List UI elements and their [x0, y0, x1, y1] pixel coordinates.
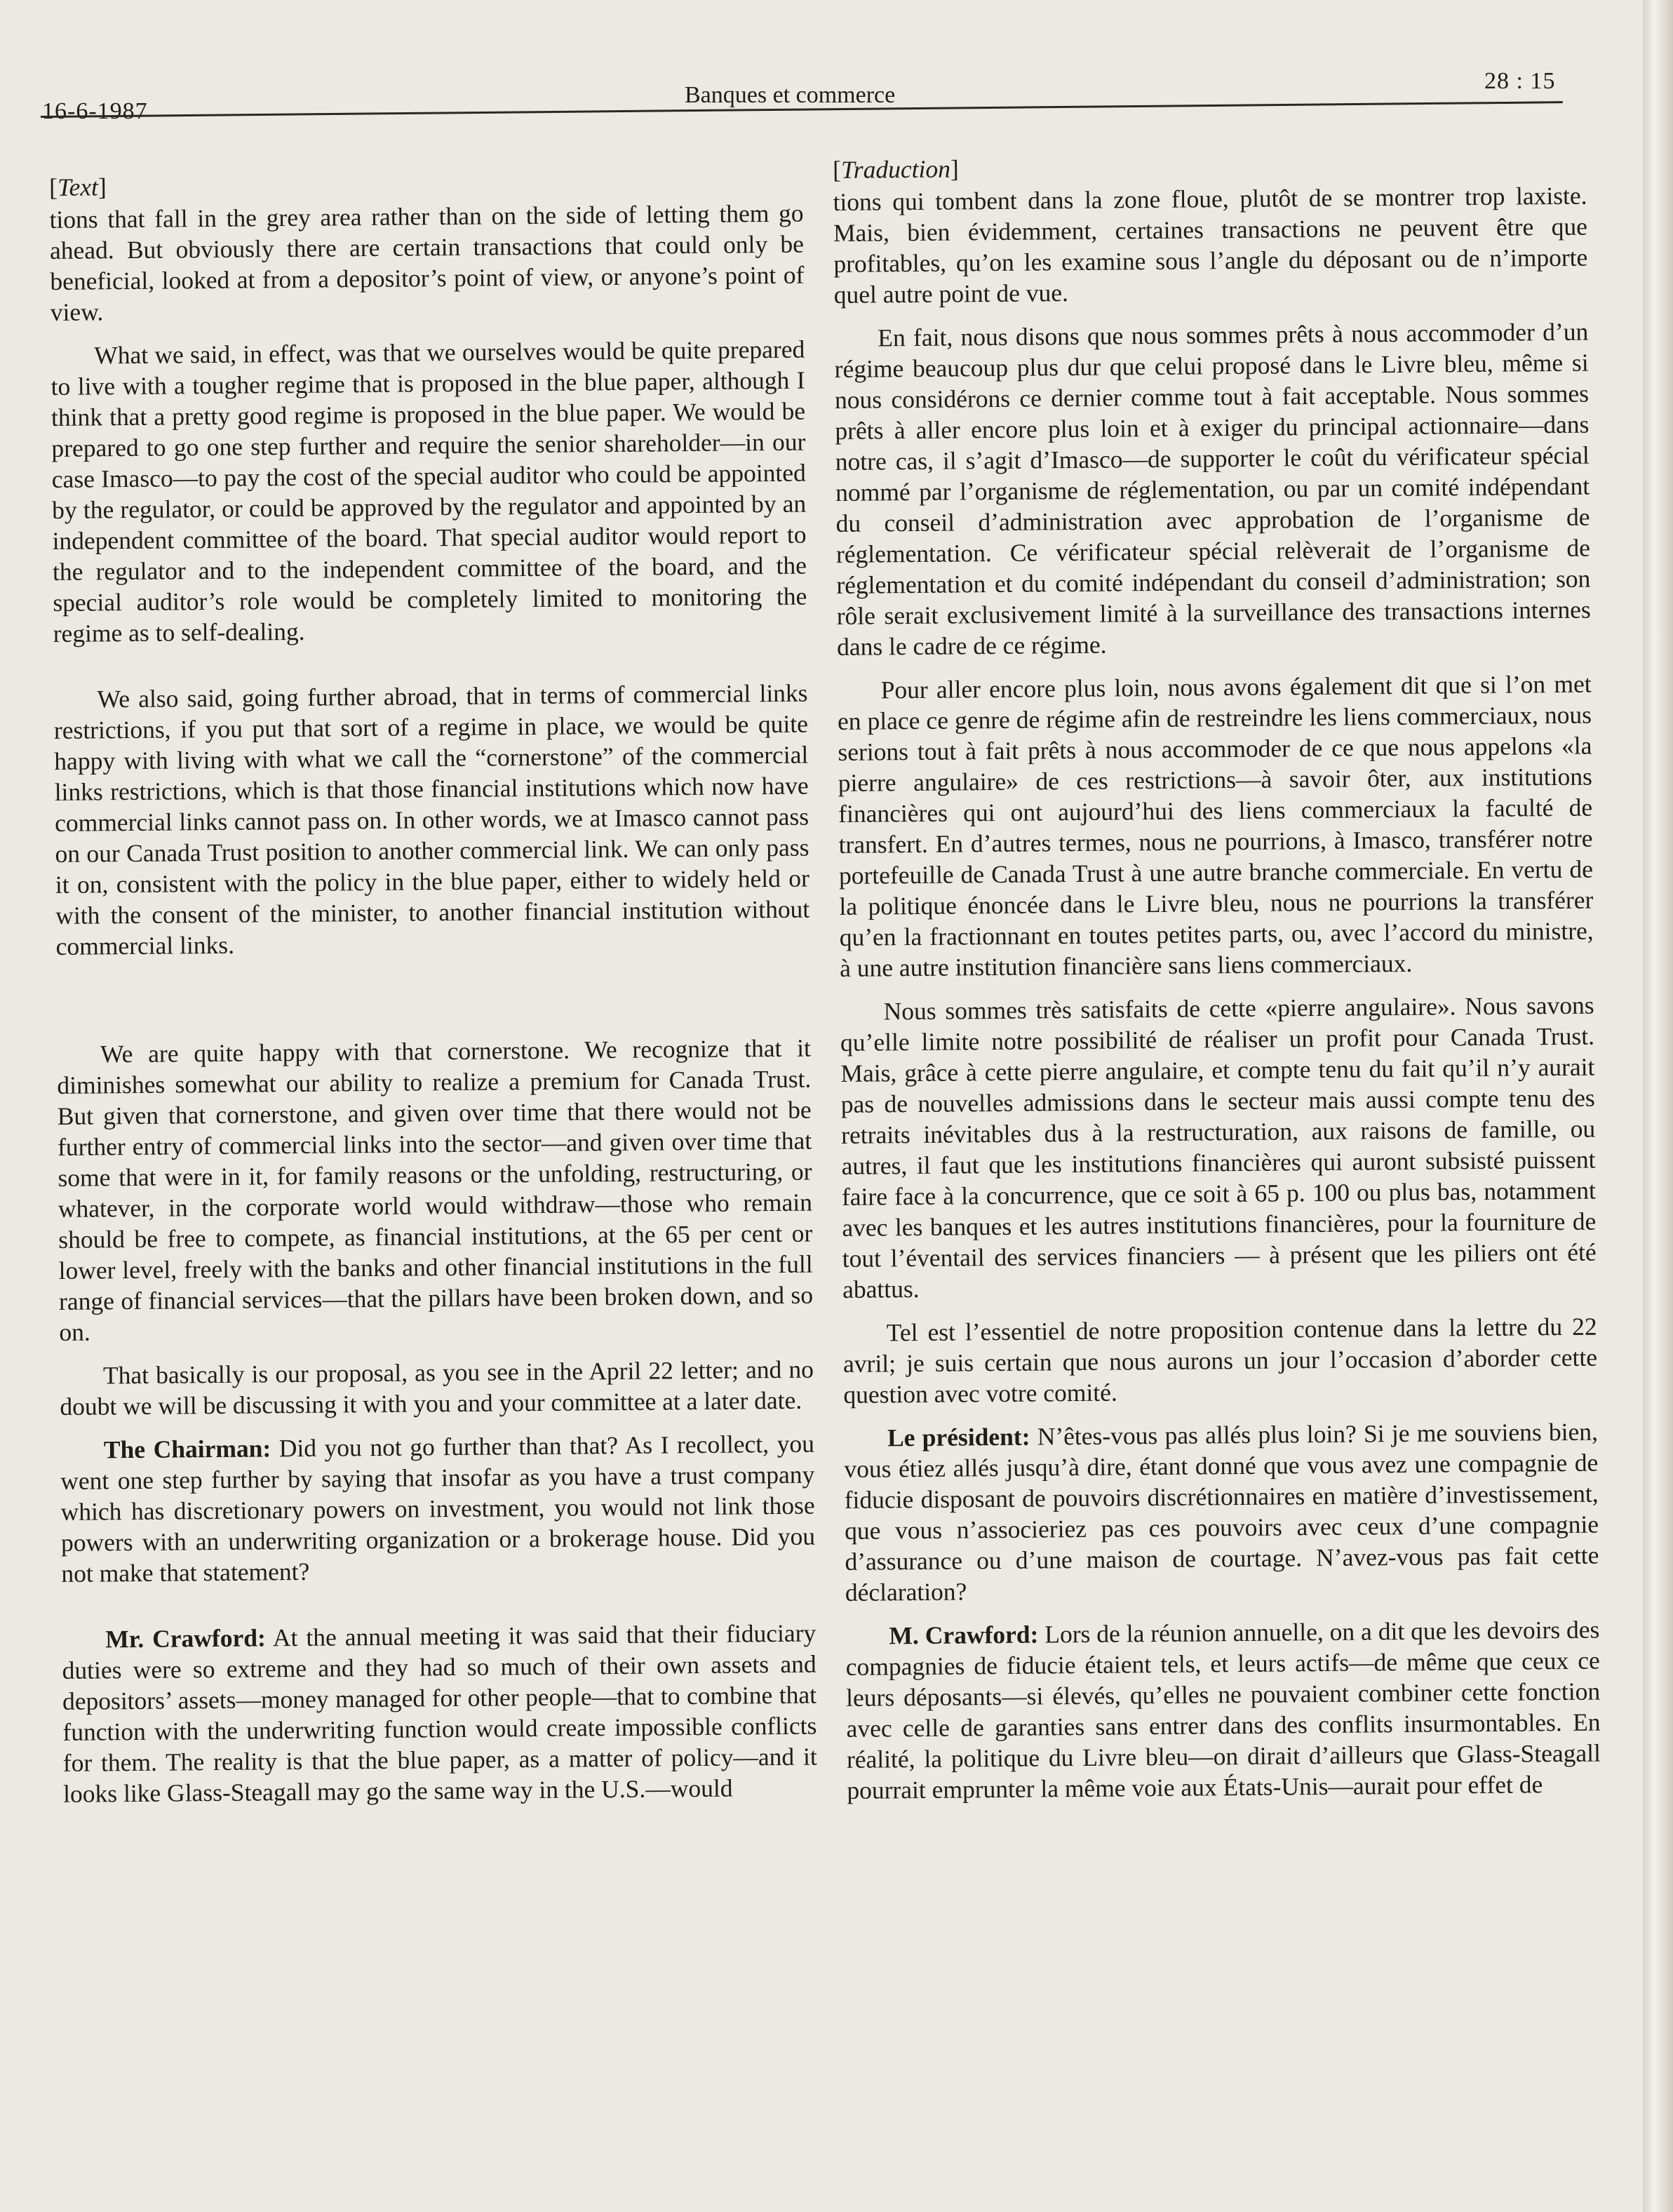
speaker-name: Le président: [887, 1422, 1030, 1452]
french-paragraph: Tel est l’essentiel de notre proposition contenue dans la lettre du 22 avril; je suis certain que nous aurons un jour l’occasion d’aborder cette question avec votre comité. [842, 1312, 1598, 1409]
french-column-label: [Traduction] [833, 154, 959, 184]
french-paragraph-president: Le président: N’êtes-vous pas allés plus loin? Si je me souviens bien, vous étiez allés jusqu’à dire, étant donné que vous avez une compagnie de fiducie disposant de pouvoirs discrétionnaires en matière d’investissement, que vous n’associeriez pas ces pouvoirs avec ceux d’une compagnie d’assurance ou d’une maison de courtage. N’avez-vous pas fait cette déclaration? [844, 1417, 1599, 1607]
english-paragraph-crawford: Mr. Crawford: At the annual meeting it was said that their fiduciary duties were so extreme and they had so much of their own assets and depositors’ assets—money managed for other people—that to combine that function with the underwriting function would create impossible conflicts for them. The reality is that the blue paper, as a matter of policy—and it looks like Glass-Steagall may go the same way in the U.S.—would [62, 1618, 817, 1808]
french-paragraph: En fait, nous disons que nous sommes prêts à nous accommoder d’un régime beaucoup plus dur que celui proposé dans le Livre bleu, même si nous considérons ce dernier comme tout à fait acceptable. Nous sommes prêts à aller encore plus loin et à exiger du principal actionnaire—dans notre cas, il s’agit d’Imasco—de supporter le coût du vérificateur spécial nommé par l’organisme de réglementation, ou par un comité indépendant du conseil d’administration avec approbation de l’organisme de réglementation. Ce vérificateur spécial relèverait de l’organisme de réglementation et du comité indépendant du conseil d’administration; son rôle serait exclusivement limité à la surveillance des transactions internes dans le cadre de ce régime. [834, 317, 1591, 661]
page-edge [1643, 0, 1673, 2212]
speaker-name: The Chairman: [103, 1434, 271, 1464]
french-column [833, 148, 1601, 1818]
header-page-number: 28 : 15 [1484, 68, 1556, 94]
speaker-name: M. Crawford: [889, 1620, 1039, 1650]
english-column-label: [Text] [49, 173, 107, 201]
header-date: 16-6-1987 [42, 98, 148, 124]
french-paragraph: tions qui tombent dans la zone floue, plutôt de se montrer trop laxiste. Mais, bien évidemment, certaines transactions ne peuvent être que profitables, qu’on les examine sous l’angle du déposant ou de n’importe quel autre point de vue. [833, 181, 1588, 309]
english-paragraph: We also said, going further abroad, that in terms of commercial links restrictions, if you put that sort of a regime in place, we would be quite happy with living with what we call the “cornerstone” of the commercial links restrictions, which is that those financial institutions which now have commercial links cannot pass on. In other words, we at Imasco cannot pass on our Canada Trust position to another commercial link. We can only pass it on, consistent with the policy in the blue paper, either to widely held or with the consent of the minister, to another financial institution without commercial links. [53, 678, 810, 960]
english-paragraph: That basically is our proposal, as you see in the April 22 letter; and no doubt we will be discussing it with you and your committee at a later date. [60, 1355, 814, 1421]
french-paragraph-crawford: M. Crawford: Lors de la réunion annuelle, on a dit que les devoirs des compagnies de fiducie étaient tels, et leurs actifs—de même que ceux ce leurs déposants—si élevés, qu’elles ne pouvaient combiner cette fonction avec celle de garanties sans entrer dans des conflits insurmontables. En réalité, la politique du Livre bleu—on dirait d’ailleurs que Glass-Steagall pourrait emprunter la même voie aux États-Unis—aurait pour effet de [845, 1615, 1601, 1804]
english-paragraph: We are quite happy with that cornerstone. We recognize that it diminishes somewhat our ability to realize a premium for Canada Trust. But given that cornerstone, and given over time that there would not be further entry of commercial links into the sector—and given over time that some that were in it, for family reasons or the unfolding, restructuring, or whatever, in the corporate world would withdraw—those who remain should be free to compete, as financial institutions, at the 65 per cent or lower level, freely with the banks and other financial institutions in the full range of financial services—that the pillars have been broken down, and so on. [57, 1033, 814, 1346]
french-paragraph: Nous sommes très satisfaits de cette «pierre angulaire». Nous savons qu’elle limite notre possibilité de réaliser un profit pour Canada Trust. Mais, grâce à cette pierre angulaire, et compte tenu du fait qu’il n’y aurait pas de nouvelles admissions dans le secteur mais aussi compte tenu des retraits inévitables dus à la restructuration, aux raisons de famille, ou autres, il faut que les institutions financières qui auront subsisté puissent faire face à la concurrence, que ce soit à 65 p. 100 ou plus bas, notamment avec les banques et les autres institutions financières, pour la fourniture de tout l’éventail des services financiers — à présent que les piliers ont été abattus. [840, 991, 1597, 1303]
english-column [49, 166, 817, 1822]
page-header [0, 0, 1643, 140]
speaker-name: Mr. Crawford: [105, 1623, 266, 1654]
english-paragraph: tions that fall in the grey area rather than on the side of letting them go ahead. But obviously there are certain transactions that could only be beneficial, looked at from a depositor’s point of view, or anyone’s point of view. [49, 199, 805, 326]
header-title: Banques et commerce [685, 82, 896, 108]
english-paragraph-chairman: The Chairman: Did you not go further than that? As I recollect, you went one step further by saying that insofar as you have a trust company which has discretionary powers on investment, you would not link those powers with an underwriting organization or a brokerage house. Did you not make that statement? [60, 1429, 816, 1588]
french-paragraph: Pour aller encore plus loin, nous avons également dit que si l’on met en place ce genre de régime afin de restreindre les liens commerciaux, nous serions tout à fait prêts à nous accommoder de ce que nous appelons «la pierre angulaire» de ces restrictions—à savoir ôter, aux institutions financières qui ont aujourd’hui des liens commerciaux la faculté de transfert. En d’autres termes, nous ne pourrions, à Imasco, transférer notre portefeuille de Canada Trust à une autre branche commerciale. En vertu de la politique énoncée dans le Livre bleu, nous ne pourrions la transférer qu’en la fractionnant en toutes petites parts, ou, avec l’accord du ministre, à une autre institution financière sans liens commerciaux. [837, 669, 1594, 982]
english-paragraph: What we said, in effect, was that we ourselves would be quite prepared to live with a tougher regime that is proposed in the blue paper, although I think that a pretty good regime is proposed in the blue paper. We would be prepared to go one step further and require the senior shareholder—in our case Imasco—to pay the cost of the special auditor who could be appointed by the regulator, or could be approved by the regulator and appointed by an independent committee of the board. That special auditor would report to the regulator and to the independent committee of the board, and the special auditor’s role would be completely limited to monitoring the regime as to self-dealing. [51, 335, 807, 648]
